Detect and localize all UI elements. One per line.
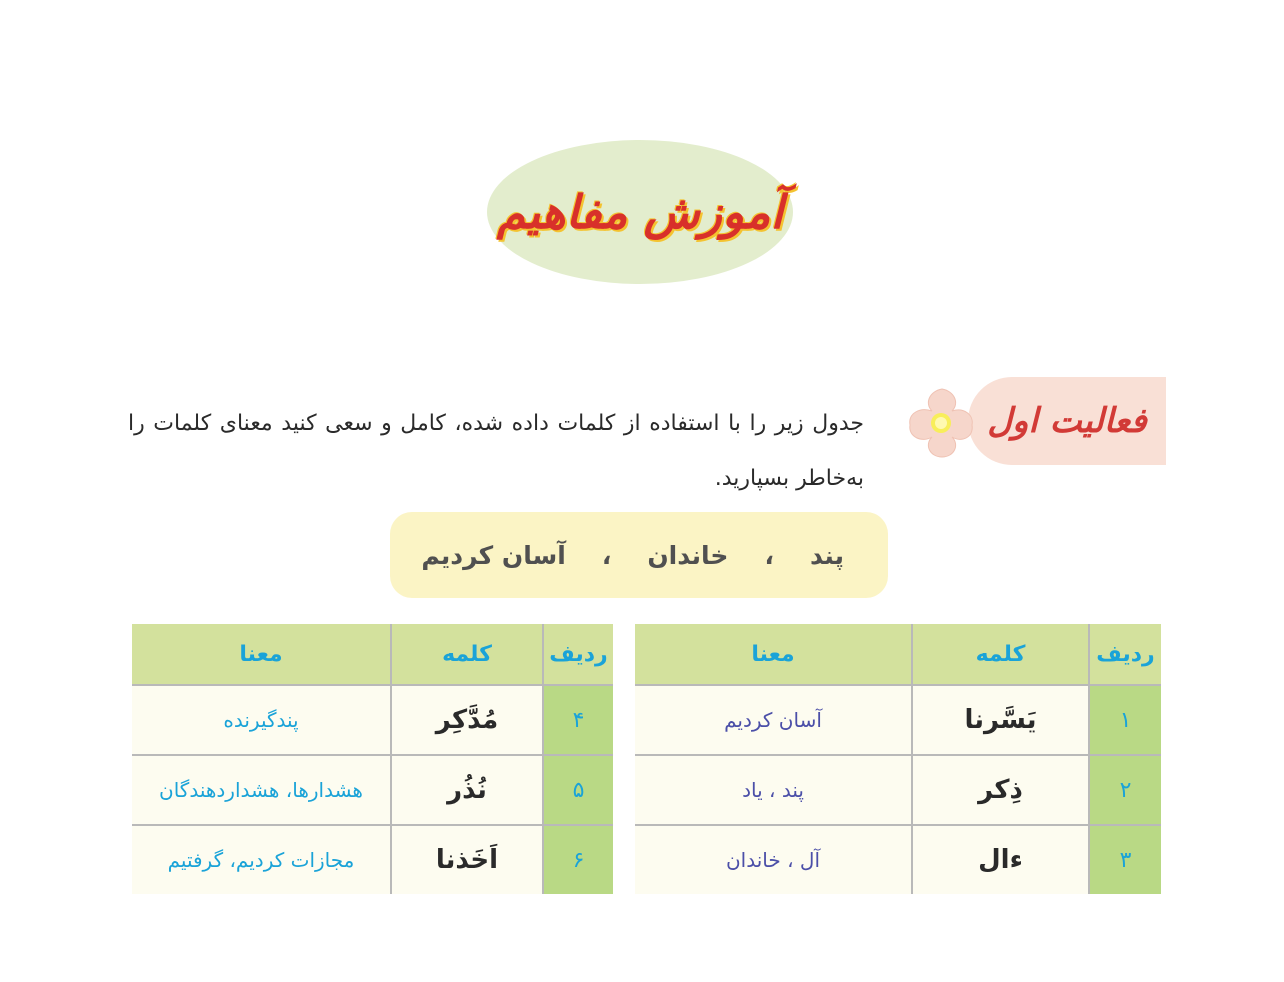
table-row [132,685,613,755]
word-bank-item: پند [809,540,844,570]
row-word: اَخَذنا [391,825,543,894]
title-oval [487,140,793,284]
activity-badge [968,377,1166,465]
header-meaning: معنا [635,624,912,685]
vocabulary-table-left [132,624,613,894]
table-row [635,685,1161,755]
word-bank [390,512,888,598]
word-bank-separator: ، [764,540,774,570]
table-row [635,825,1161,894]
row-number: ۶ [543,825,613,894]
row-number: ۲ [1089,755,1161,825]
activity-instructions: جدول زیر را با استفاده از کلمات داده شده، کامل و سعی کنید معنای کلمات را به‌خاطر بسپارید. [128,411,864,491]
word-bank-separator: ، [601,540,612,570]
row-meaning: هشدارها، هشداردهندگان [132,755,391,825]
row-number: ۴ [543,685,613,755]
table-row [132,825,613,894]
row-number: ۱ [1089,685,1161,755]
page-title: آموزش مفاهیم [496,185,784,239]
row-word: نُذُر [391,755,543,825]
row-word: ءال [912,825,1089,894]
row-meaning[interactable]: پند ، یاد [635,755,912,825]
row-number: ۳ [1089,825,1161,894]
row-meaning[interactable]: آسان کردیم [635,685,912,755]
header-word: کلمه [391,624,543,685]
header-row-number: ردیف [1089,624,1161,685]
row-meaning: مجازات کردیم، گرفتیم [132,825,391,894]
activity-badge-label: فعالیت اول [987,401,1147,441]
row-word: مُدَّکِر [391,685,543,755]
table-header-row [635,624,1161,685]
word-bank-item: خاندان [647,540,729,570]
header-row-number: ردیف [543,624,613,685]
row-word: ذِکر [912,755,1089,825]
table-header-row [132,624,613,685]
row-meaning: پندگیرنده [132,685,391,755]
header-meaning: معنا [132,624,391,685]
row-number: ۵ [543,755,613,825]
row-meaning[interactable]: آل ، خاندان [635,825,912,894]
row-word: یَسَّرنا [912,685,1089,755]
word-bank-item: آسان کردیم [421,540,566,570]
flower-ornament-icon [902,385,980,461]
table-row [132,755,613,825]
table-row [635,755,1161,825]
header-word: کلمه [912,624,1089,685]
vocabulary-table-right [635,624,1161,894]
